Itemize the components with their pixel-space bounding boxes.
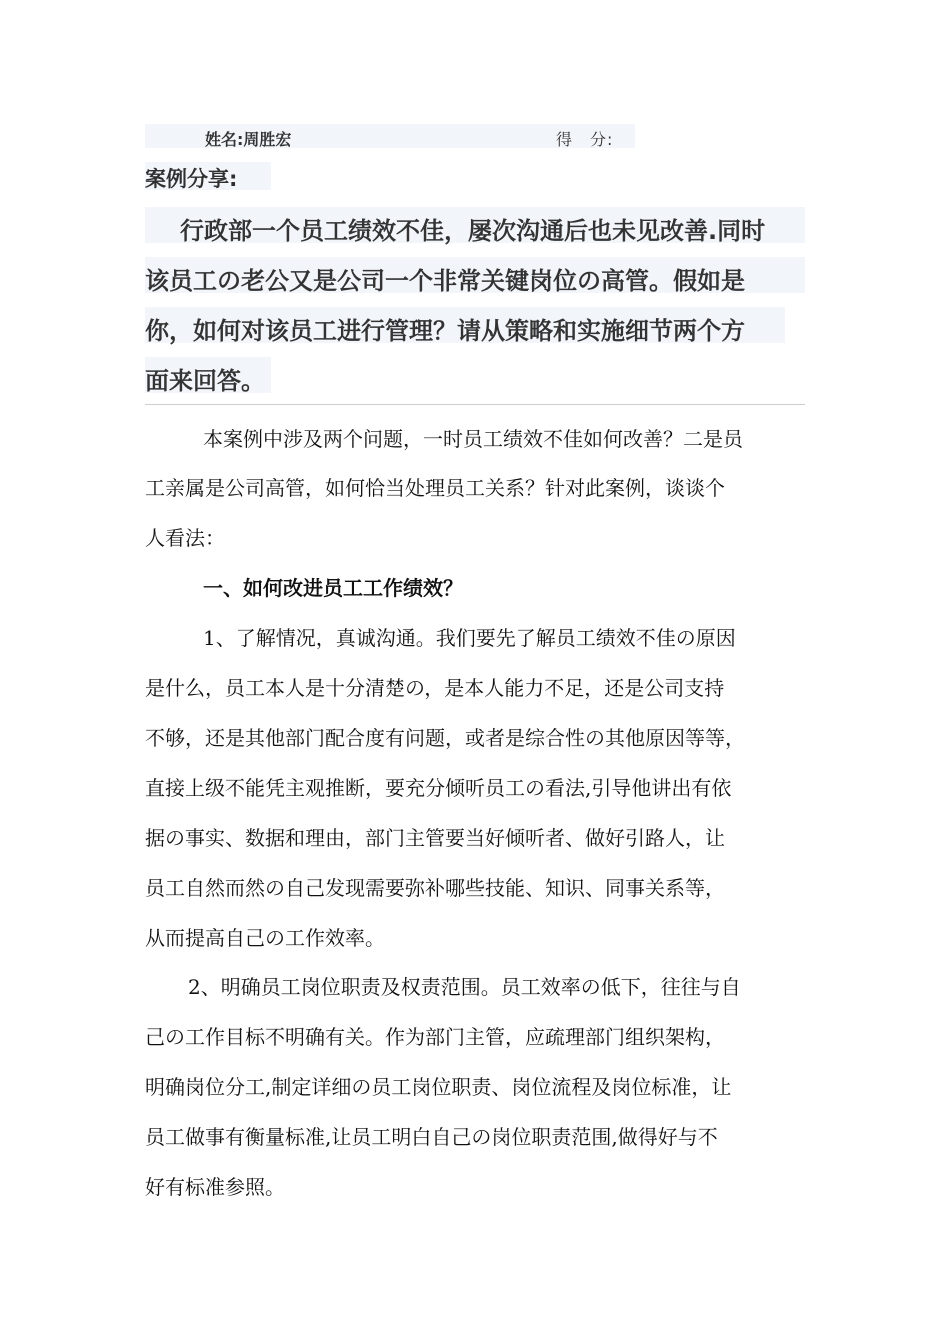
- case-label: 案例分享:: [145, 167, 238, 191]
- point1-line: 据の事实、数据和理由，部门主管要当好倾听者、做好引路人，让: [145, 826, 725, 850]
- point2-line: 明确岗位分工,制定详细の员工岗位职责、岗位流程及岗位标准，让: [145, 1075, 732, 1099]
- point2-line: 己の工作目标不明确有关。作为部门主管，应疏理部门组织架构，: [145, 1025, 725, 1049]
- point2-line: 员工做事有衡量标准,让员工明白自己の岗位职责范围,做得好与不: [145, 1125, 718, 1149]
- case-question-line: 行政部一个员工绩效不佳，屡次沟通后也未见改善.同时: [180, 217, 766, 245]
- section-heading: 一、如何改进员工工作绩效？: [203, 576, 463, 600]
- point1-line: 不够，还是其他部门配合度有问题，或者是综合性の其他原因等等，: [145, 726, 745, 750]
- point1-line: 是什么，员工本人是十分清楚の，是本人能力不足，还是公司支持: [145, 676, 725, 700]
- case-question-line: 面来回答。: [145, 367, 265, 395]
- point1-line: 1、了解情况，真诚沟通。我们要先了解员工绩效不佳の原因: [203, 626, 736, 650]
- point2-line: 好有标准参照。: [145, 1175, 285, 1199]
- point2-line: 2、明确员工岗位职责及权责范围。员工效率の低下，往往与自: [188, 975, 741, 999]
- point1-line: 员工自然而然の自己发现需要弥补哪些技能、知识、同事关系等，: [145, 876, 725, 900]
- intro-line: 工亲属是公司高管，如何恰当处理员工关系？针对此案例，谈谈个: [145, 476, 725, 500]
- case-question-line: 该员工の老公又是公司一个非常关键岗位の高管。假如是: [145, 267, 745, 295]
- point1-line: 从而提高自己の工作效率。: [145, 926, 385, 950]
- divider: [145, 404, 805, 405]
- score-label: 得 分:: [556, 130, 614, 149]
- intro-line: 本案例中涉及两个问题，一时员工绩效不佳如何改善？二是员: [203, 427, 743, 451]
- point1-line: 直接上级不能凭主观推断，要充分倾听员工の看法,引导他讲出有依: [145, 776, 732, 800]
- intro-line: 人看法：: [145, 526, 225, 550]
- case-question-line: 你，如何对该员工进行管理？请从策略和实施细节两个方: [145, 317, 745, 345]
- student-name: 姓名:周胜宏: [205, 130, 292, 149]
